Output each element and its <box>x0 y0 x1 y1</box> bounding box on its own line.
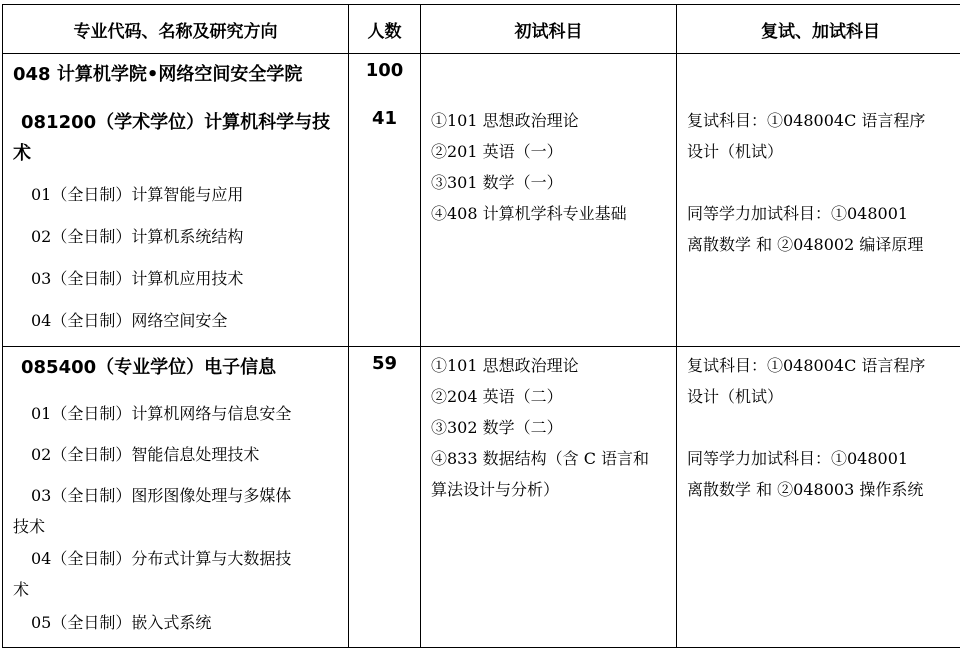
direction-item: 01（全日制）计算机网络与信息安全 <box>31 404 292 423</box>
header-major: 专业代码、名称及研究方向 <box>3 5 349 54</box>
exam-subject: ①101 思想政治理论 <box>431 356 579 375</box>
direction-item: 01（全日制）计算智能与应用 <box>31 185 244 204</box>
major-085400-count: 59 <box>371 353 398 374</box>
section2-row <box>3 347 960 648</box>
major-081200-count: 41 <box>371 108 398 129</box>
header-exam: 初试科目 <box>421 5 677 54</box>
direction-item: 03（全日制）图形图像处理与多媒体 <box>31 486 292 505</box>
retest-line: 设计（机试） <box>687 387 784 406</box>
exam-subject: ①101 思想政治理论 <box>431 111 579 130</box>
retest-line: 复试科目：①048004C 语言程序 <box>687 111 926 130</box>
direction-item: 05（全日制）嵌入式系统 <box>31 613 212 632</box>
section1-row <box>3 54 960 347</box>
section2-count-cell <box>349 347 421 648</box>
direction-item: 02（全日制）智能信息处理技术 <box>31 445 260 464</box>
direction-item: 02（全日制）计算机系统结构 <box>31 227 244 246</box>
exam-subject: ③302 数学（二） <box>431 418 563 437</box>
direction-item: 03（全日制）计算机应用技术 <box>31 269 244 288</box>
header-retest: 复试、加试科目 <box>677 5 960 54</box>
retest-line: 同等学力加试科目：①048001 <box>687 449 909 468</box>
college-name: 048 计算机学院•网络空间安全学院 <box>13 64 303 85</box>
section2-retest-cell <box>677 347 960 648</box>
section1-count-cell <box>349 54 421 347</box>
exam-subject: ②201 英语（一） <box>431 142 563 161</box>
header-count: 人数 <box>349 5 421 54</box>
direction-item: 04（全日制）网络空间安全 <box>31 311 228 330</box>
section2-major-cell <box>3 347 349 648</box>
section1-retest-cell <box>677 54 960 347</box>
direction-item-cont: 术 <box>13 580 30 599</box>
major-081200-line1: 081200（学术学位）计算机科学与技 <box>21 112 331 133</box>
exam-subject-cont: 算法设计与分析） <box>431 480 560 499</box>
major-085400: 085400（专业学位）电子信息 <box>21 357 277 378</box>
retest-line: 离散数学 和 ②048002 编译原理 <box>687 235 924 254</box>
exam-subject: ④833 数据结构（含 C 语言和 <box>431 449 650 468</box>
exam-subject: ③301 数学（一） <box>431 173 563 192</box>
retest-line: 设计（机试） <box>687 142 784 161</box>
header-row <box>3 5 960 54</box>
college-count: 100 <box>365 60 404 81</box>
exam-subject: ④408 计算机学科专业基础 <box>431 204 627 223</box>
retest-line: 复试科目：①048004C 语言程序 <box>687 356 926 375</box>
retest-line: 同等学力加试科目：①048001 <box>687 204 909 223</box>
exam-subject: ②204 英语（二） <box>431 387 563 406</box>
direction-item: 04（全日制）分布式计算与大数据技 <box>31 549 292 568</box>
direction-item-cont: 技术 <box>13 517 46 536</box>
major-081200-line2: 术 <box>13 143 31 164</box>
section1-major-cell <box>3 54 349 347</box>
section2-exam-cell <box>421 347 677 648</box>
retest-line: 离散数学 和 ②048003 操作系统 <box>687 480 924 499</box>
section1-exam-cell <box>421 54 677 347</box>
admissions-table <box>2 4 960 648</box>
